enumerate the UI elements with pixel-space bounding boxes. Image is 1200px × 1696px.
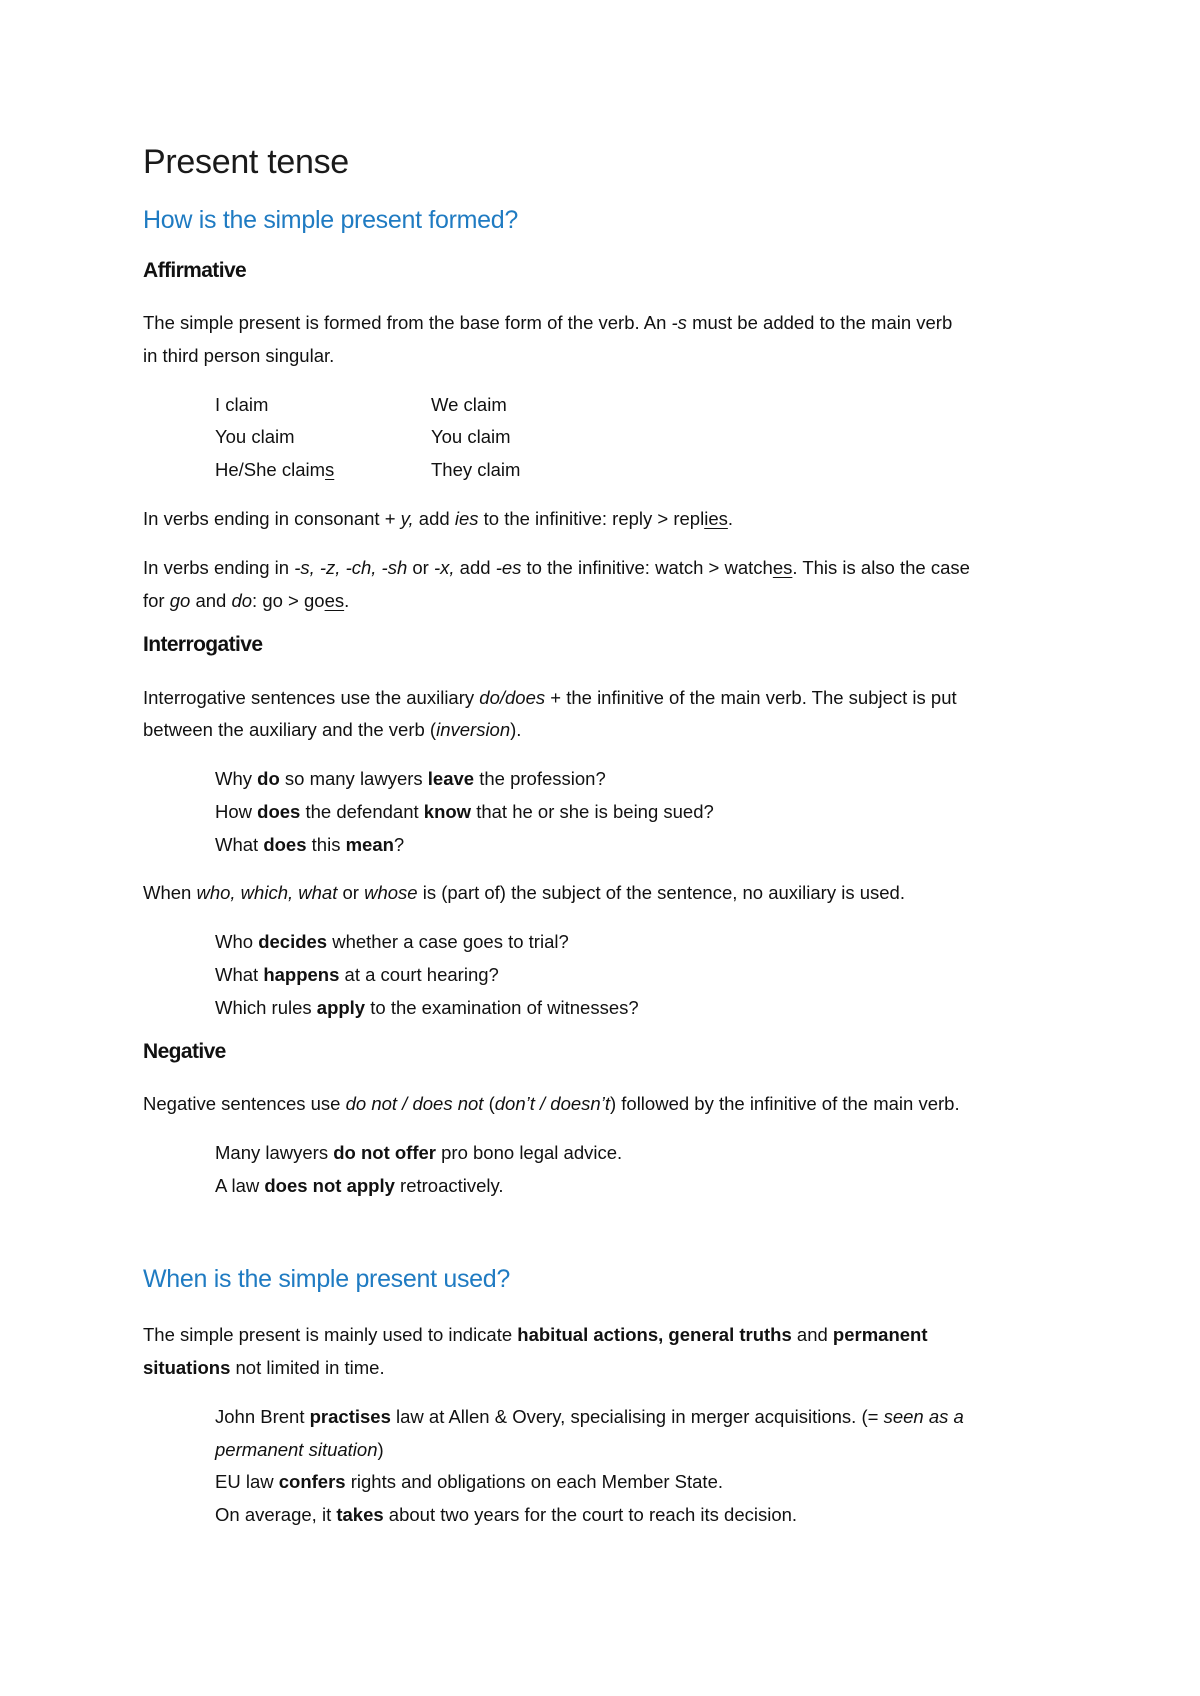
usage-example-1-line1: John Brent practises law at Allen & Overy, specialising in merger acquisitions. (= seen as a <box>215 1406 964 1427</box>
rule-es-line2: for go and do: go > goes. <box>143 590 350 611</box>
rule-consonant-y: In verbs ending in consonant + y, add ies to the infinitive: reply > replies. <box>143 508 733 529</box>
conjugation-left-1: I claim <box>215 394 269 415</box>
usage-example-3: On average, it takes about two years for the court to reach its decision. <box>215 1504 798 1525</box>
negative-example-1: Many lawyers do not offer pro bono legal advice. <box>215 1142 623 1163</box>
interrogative-example-1: Why do so many lawyers leave the profession? <box>215 768 606 789</box>
subheading-negative: Negative <box>143 1040 226 1063</box>
negative-example-2: A law does not apply retroactively. <box>215 1175 504 1196</box>
conjugation-right-3: They claim <box>431 459 521 480</box>
usage-intro-line1: The simple present is mainly used to indicate habitual actions, general truths and permanent <box>143 1324 928 1345</box>
interrogative-intro-line1: Interrogative sentences use the auxiliary do/does + the infinitive of the main verb. The subject is put <box>143 687 957 708</box>
usage-intro-line2: situations not limited in time. <box>143 1357 385 1378</box>
conjugation-right-2: You claim <box>431 426 511 447</box>
usage-example-1-line2: permanent situation) <box>215 1439 384 1460</box>
subheading-interrogative: Interrogative <box>143 633 263 656</box>
subject-example-2: What happens at a court hearing? <box>215 964 499 985</box>
conjugation-right-1: We claim <box>431 394 507 415</box>
section-heading-formation: How is the simple present formed? <box>143 206 518 234</box>
interrogative-subject-note: When who, which, what or whose is (part of) the subject of the sentence, no auxiliary is used. <box>143 882 905 903</box>
page-title: Present tense <box>143 143 349 181</box>
conjugation-left-3: He/She claims <box>215 459 335 480</box>
affirmative-intro-line2: in third person singular. <box>143 345 335 366</box>
interrogative-intro-line2: between the auxiliary and the verb (inversion). <box>143 719 522 740</box>
subheading-affirmative: Affirmative <box>143 259 247 282</box>
negative-intro: Negative sentences use do not / does not (don’t / doesn’t) followed by the infinitive of the main verb. <box>143 1093 960 1114</box>
section-heading-usage: When is the simple present used? <box>143 1265 510 1293</box>
subject-example-3: Which rules apply to the examination of witnesses? <box>215 997 639 1018</box>
interrogative-example-3: What does this mean? <box>215 834 405 855</box>
affirmative-intro-line1: The simple present is formed from the base form of the verb. An -s must be added to the main verb <box>143 312 953 333</box>
usage-example-2: EU law confers rights and obligations on each Member State. <box>215 1471 723 1492</box>
conjugation-left-2: You claim <box>215 426 295 447</box>
subject-example-1: Who decides whether a case goes to trial? <box>215 931 569 952</box>
interrogative-example-2: How does the defendant know that he or she is being sued? <box>215 801 714 822</box>
rule-es-line1: In verbs ending in -s, -z, -ch, -sh or -x, add -es to the infinitive: watch > watches. This is also the case <box>143 557 970 578</box>
